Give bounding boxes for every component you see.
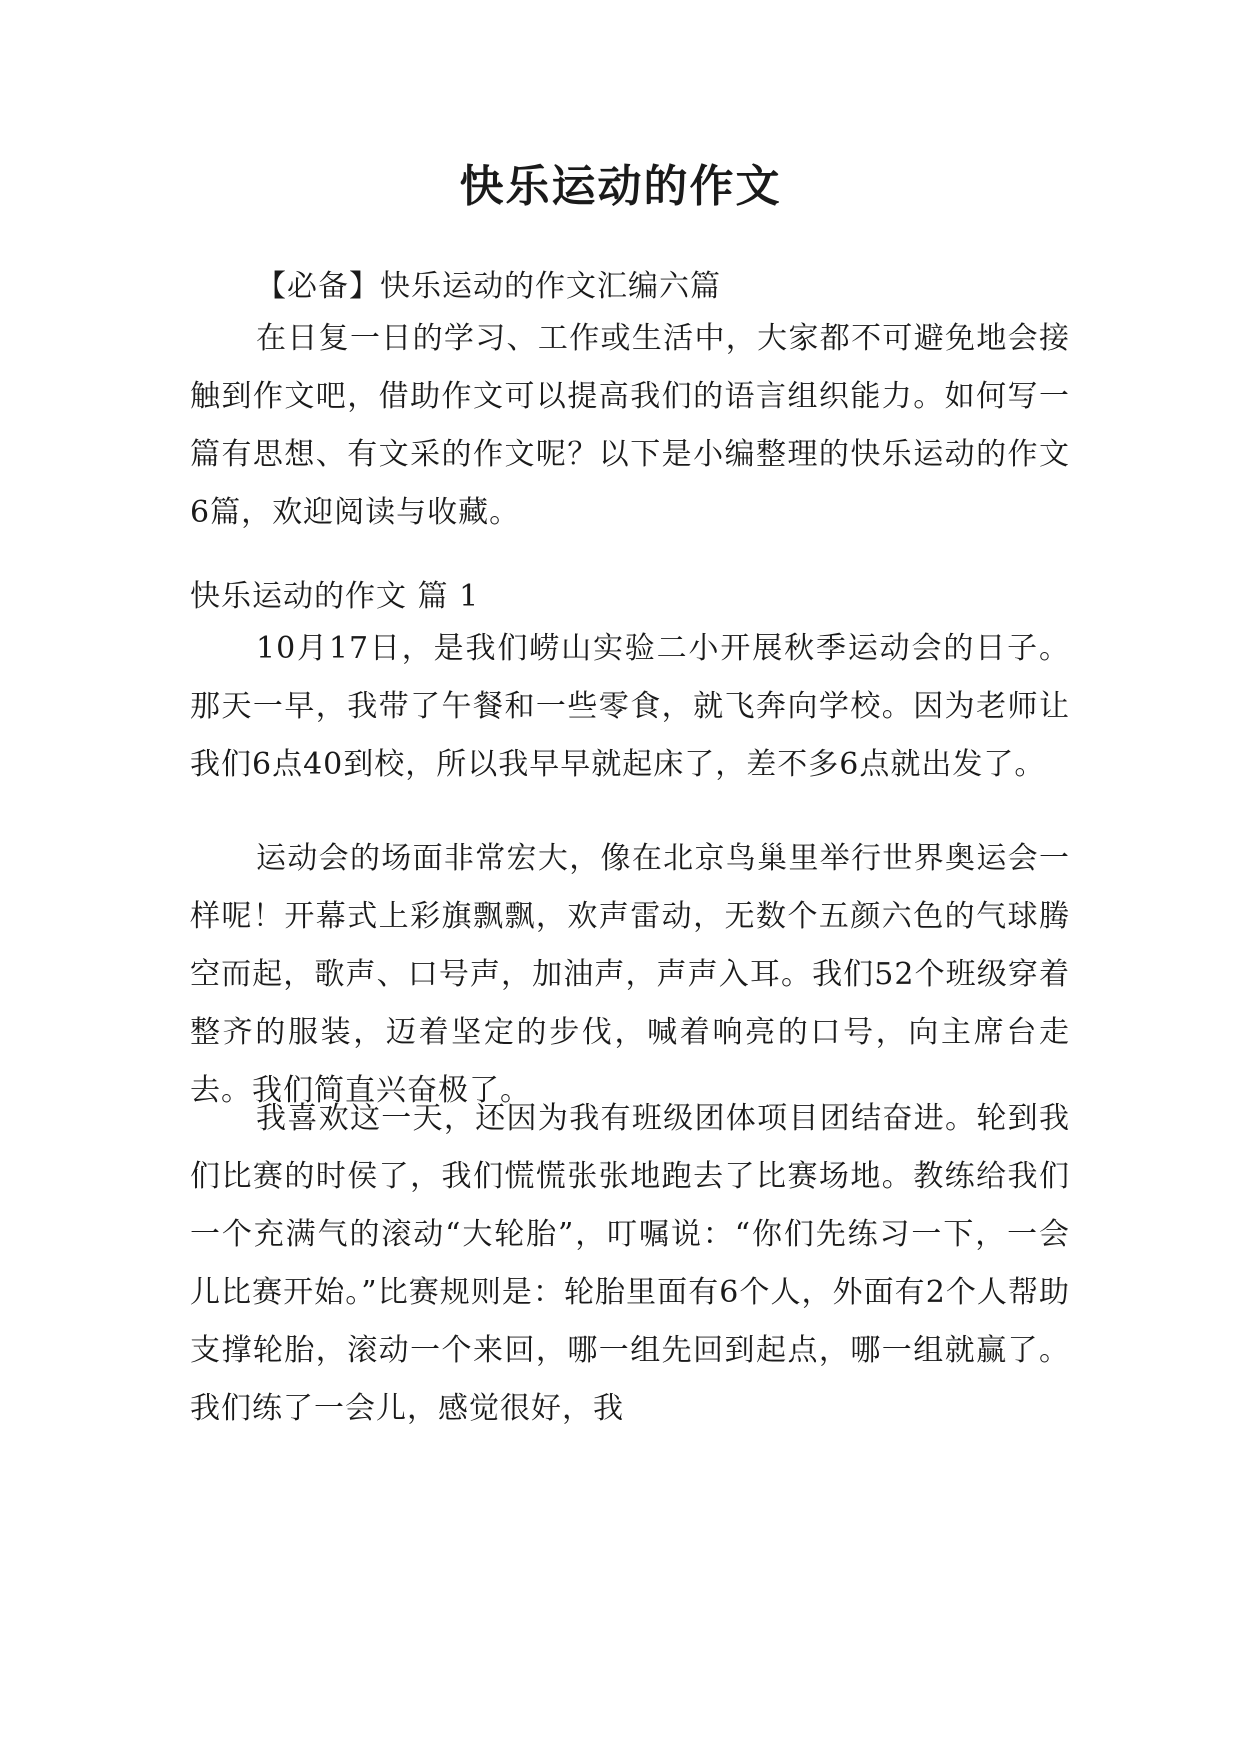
section-heading: 快乐运动的作文 篇 1 [190, 579, 480, 614]
intro-line: 【必备】快乐运动的作文汇编六篇 [256, 269, 721, 304]
body-paragraph-1: 10月17日，是我们崂山实验二小开展秋季运动会的日子。那天一早，我带了午餐和一些零食，就飞奔向学校。因为老师让我们6点40到校，所以我早早就起床了，差不多6点就出发了。 [190, 631, 1070, 782]
body-paragraph-3: 我喜欢这一天，还因为我有班级团体项目团结奋进。轮到我们比赛的时侯了，我们慌慌张张地跑去了比赛场地。教练给我们一个充满气的滚动“大轮胎”，叮嘱说：“你们先练习一下，一会儿比赛开始。”比赛规则是：轮胎里面有6个人，外面有2个人帮助支撑轮胎，滚动一个来回，哪一组先回到起点，哪一组就赢了。我们练了一会儿，感觉很好，我 [190, 1101, 1070, 1426]
document-title: 快乐运动的作文 [459, 161, 782, 212]
body-paragraph-2: 运动会的场面非常宏大，像在北京鸟巢里举行世界奥运会一样呢！开幕式上彩旗飘飘，欢声雷动，无数个五颜六色的气球腾空而起，歌声、口号声，加油声，声声入耳。我们52个班级穿着整齐的服装，迈着坚定的步伐，喊着响亮的口号，向主席台走去。我们简直兴奋极了。 [190, 841, 1070, 1108]
intro-paragraph: 在日复一日的学习、工作或生活中，大家都不可避免地会接触到作文吧，借助作文可以提高我们的语言组织能力。如何写一篇有思想、有文采的作文呢？以下是小编整理的快乐运动的作文6篇，欢迎阅读与收藏。 [190, 321, 1070, 530]
